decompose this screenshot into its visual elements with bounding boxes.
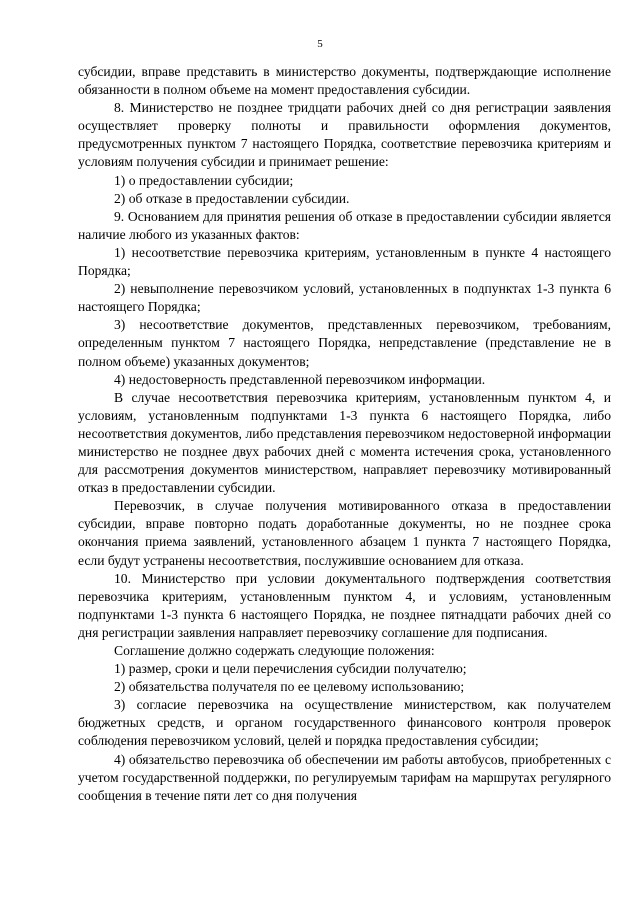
paragraph: 9. Основанием для принятия решения об отказе в предоставлении субсидии является наличие любого из указанных фактов: <box>78 208 611 242</box>
paragraph: 10. Министерство при условии документального подтверждения соответствия перевозчика критериям, установленным пунктом 4, и условиям, установленным подпунктами 1-3 пункта 6 настоящего Порядка, не позднее пятнадцати рабочих дней со дня регистрации заявления направляет перевозчику соглашение для подписания. <box>78 570 611 640</box>
list-item: 1) размер, сроки и цели перечисления субсидии получателю; <box>114 661 467 677</box>
page-number: 5 <box>317 38 323 50</box>
list-item: 3) согласие перевозчика на осуществление министерством, как получателем бюджетных средств, и органом государственного финансового контроля проверок соблюдения перевозчиком условий, целей и порядка предоставления субсидии; <box>78 697 611 749</box>
list-item: 2) об отказе в предоставлении субсидии. <box>114 190 350 206</box>
paragraph: Соглашение должно содержать следующие положения: <box>114 643 435 658</box>
list-item: 4) обязательство перевозчика об обеспечении им работы автобусов, приобретенных с учетом государственной поддержки, по регулируемым тарифам на маршрутах регулярного сообщения в течение пяти лет со дня получения <box>78 751 611 803</box>
list-item: 3) несоответствие документов, представленных перевозчиком, требованиям, определенным пунктом 7 настоящего Порядка, непредставление (представление не в полном объеме) указанных документов; <box>78 317 611 369</box>
list-item: 1) о предоставлении субсидии; <box>114 172 294 188</box>
document-body <box>78 63 611 805</box>
list-item: 2) обязательства получателя по ее целевому использованию; <box>114 679 465 695</box>
list-item: 1) несоответствие перевозчика критериям, установленным в пункте 4 настоящего Порядка; <box>78 244 611 279</box>
paragraph: В случае несоответствия перевозчика критериям, установленным пунктом 4, и условиям, установленным подпунктами 1-3 пункта 6 настоящего Порядка, либо несоответствия документов, либо представления перевозчиком недостоверной информации министерство не позднее двух рабочих дней с момента истечения срока, установленного для рассмотрения документов министерством, направляет перевозчику мотивированный отказ в предоставлении субсидии. <box>78 389 611 496</box>
list-item: 2) невыполнение перевозчиком условий, установленных в подпунктах 1-3 пункта 6 настоящего Порядка; <box>78 281 611 315</box>
paragraph: 8. Министерство не позднее тридцати рабочих дней со дня регистрации заявления осуществляет проверку полноты и правильности оформления документов, предусмотренных пунктом 7 настоящего Порядка, соответствие перевозчика критериям и условиям получения субсидии и принимает решение: <box>78 100 611 170</box>
paragraph: субсидии, вправе представить в министерство документы, подтверждающие исполнение обязанности в полном объеме на момент предоставления субсидии. <box>78 64 611 98</box>
paragraph: Перевозчик, в случае получения мотивированного отказа в предоставлении субсидии, вправе повторно подать доработанные документы, но не позднее срока окончания приема заявлений, установленного абзацем 1 пункта 7 настоящего Порядка, если будут устранены несоответствия, послужившие основанием для отказа. <box>78 498 611 568</box>
list-item: 4) недостоверность представленной перевозчиком информации. <box>114 371 486 387</box>
